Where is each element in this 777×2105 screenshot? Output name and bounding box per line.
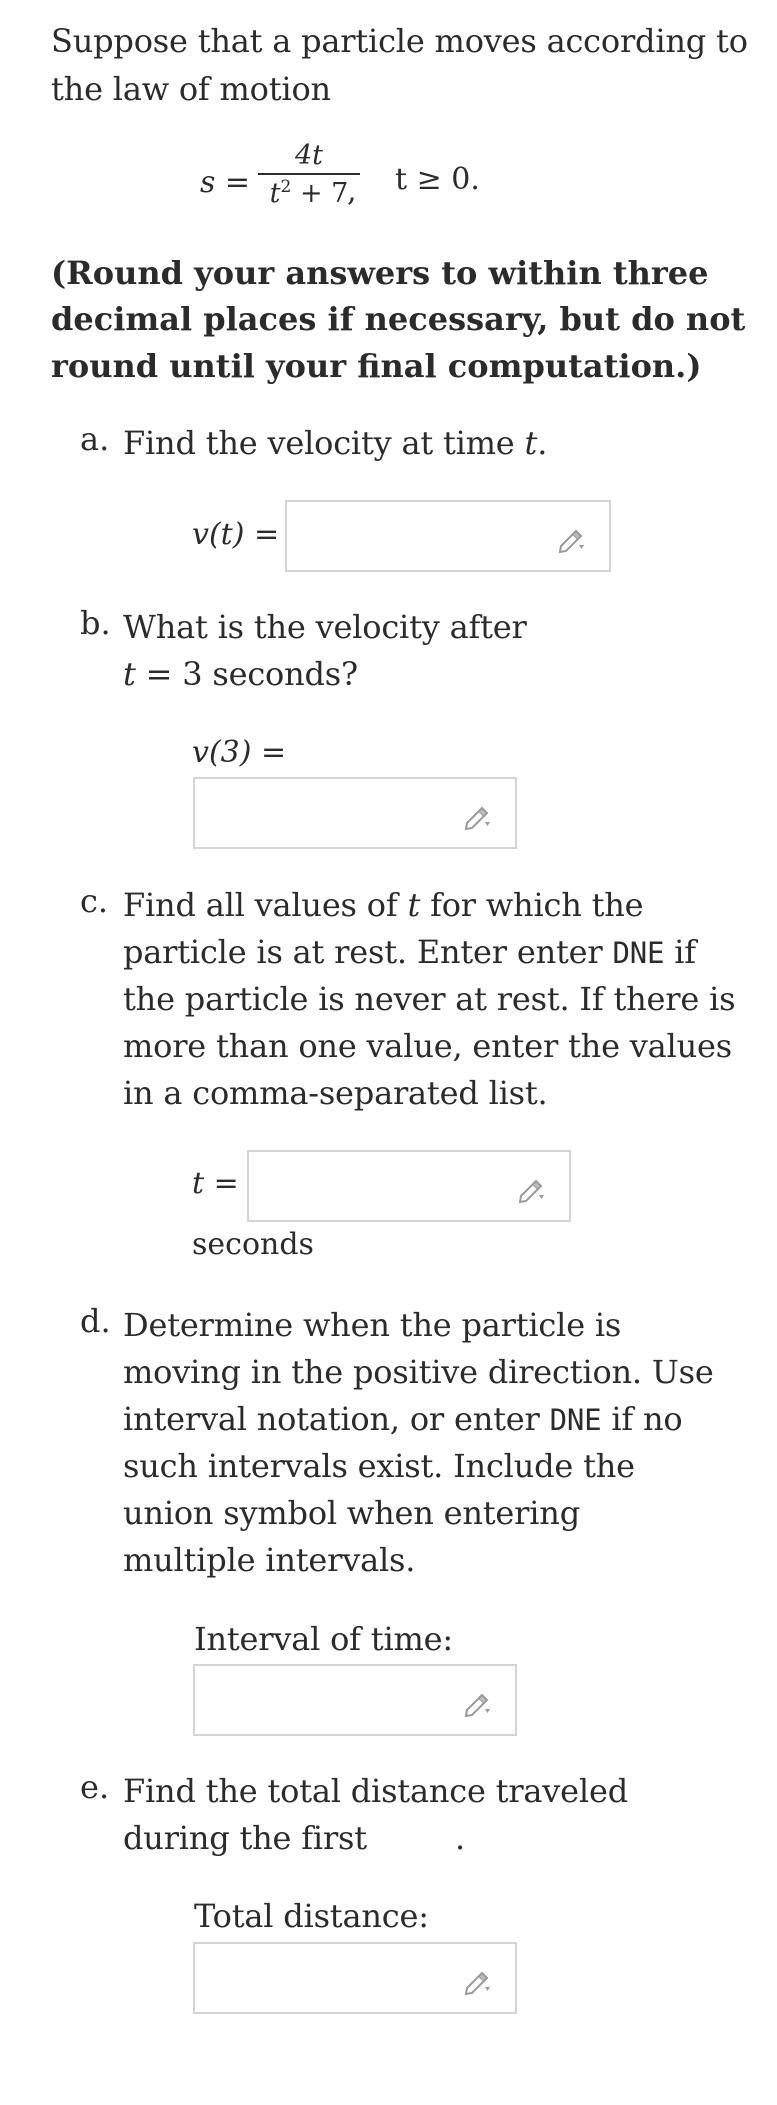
part-d-line-3: interval notation, or enter DNE if no <box>123 1400 683 1438</box>
pencil-dropdown-icon[interactable] <box>463 803 497 831</box>
part-c-letter: c. <box>80 882 109 920</box>
part-d-letter: d. <box>80 1302 111 1340</box>
part-c-label: t = <box>192 1166 239 1201</box>
velocity-answer-input[interactable] <box>285 500 611 572</box>
part-d-label: Interval of time: <box>194 1620 453 1658</box>
pencil-dropdown-icon[interactable] <box>463 1968 497 1996</box>
part-d-line-4: such intervals exist. Include the <box>123 1447 635 1485</box>
part-d-line-5: union symbol when entering <box>123 1494 580 1532</box>
part-d-line-1: Determine when the particle is <box>123 1306 622 1344</box>
part-b-line-1: What is the velocity after <box>123 608 527 646</box>
formula-numerator: 4t <box>294 140 324 171</box>
fraction-bar <box>258 173 360 175</box>
rounding-note-line-3: round until your final computation.) <box>51 347 702 385</box>
part-d-line-2: moving in the positive direction. Use <box>123 1353 714 1391</box>
rounding-note-line-2: decimal places if necessary, but do not <box>51 300 746 338</box>
part-c-line-5: in a comma-separated list. <box>123 1074 548 1112</box>
interval-of-time-input[interactable] <box>193 1664 517 1736</box>
part-b-letter: b. <box>80 604 111 642</box>
intro-line-1: Suppose that a particle moves according to <box>51 22 748 60</box>
part-e-label: Total distance: <box>194 1897 429 1935</box>
part-c-line-1: Find all values of t for which the <box>123 886 644 924</box>
rest-times-input[interactable] <box>247 1150 571 1222</box>
part-c-units: seconds <box>192 1227 314 1262</box>
part-c-line-3: the particle is never at rest. If there is <box>123 980 736 1018</box>
formula-fraction <box>258 140 360 209</box>
velocity-at-3-input[interactable] <box>193 777 517 849</box>
part-e-line-2: during the first <box>123 1819 367 1857</box>
formula-denominator: $t^2 + 7$ <box>269 177 349 209</box>
total-distance-input[interactable] <box>193 1942 517 2014</box>
intro-line-2: the law of motion <box>51 70 331 108</box>
part-c-line-4: more than one value, enter the values <box>123 1027 732 1065</box>
part-b-line-2: t = 3 seconds? <box>123 655 358 693</box>
part-e-line-1: Find the total distance traveled <box>123 1772 628 1810</box>
part-e-line-2-end: . <box>455 1819 465 1857</box>
part-a-letter: a. <box>80 420 110 458</box>
pencil-dropdown-icon[interactable] <box>557 526 591 554</box>
part-a-label: v(t) = <box>192 517 280 552</box>
part-d-line-6: multiple intervals. <box>123 1541 416 1579</box>
part-a-text: Find the velocity at time t. <box>123 424 548 462</box>
formula-condition: t ≥ 0. <box>395 162 480 197</box>
formula-comma: , <box>347 174 357 209</box>
pencil-dropdown-icon[interactable] <box>463 1690 497 1718</box>
pencil-dropdown-icon[interactable] <box>517 1176 551 1204</box>
part-c-line-2: particle is at rest. Enter enter DNE if <box>123 933 696 971</box>
part-e-letter: e. <box>80 1768 110 1806</box>
part-b-label: v(3) = <box>192 735 287 770</box>
formula-lhs: s = <box>200 165 251 200</box>
rounding-note-line-1: (Round your answers to within three <box>51 254 709 292</box>
